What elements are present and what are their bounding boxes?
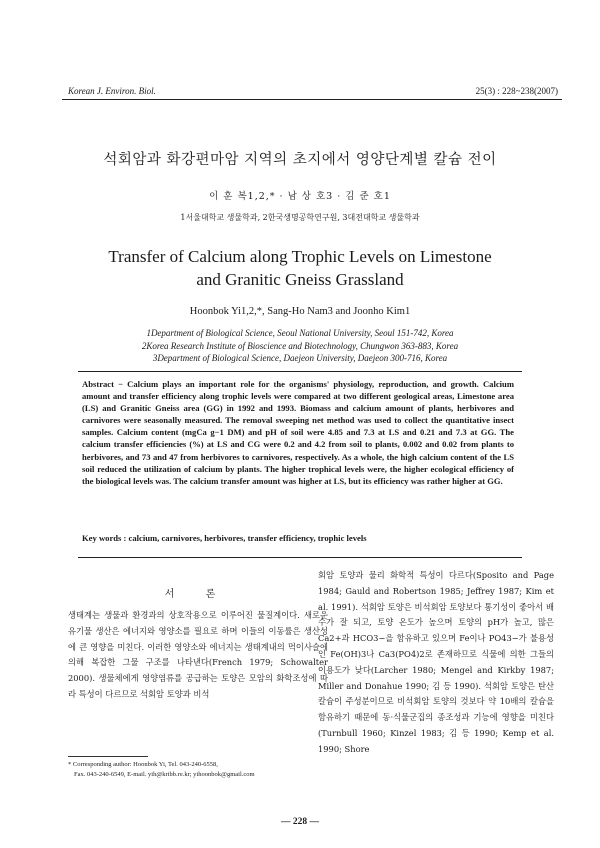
- body-left-column: 생태계는 생물과 환경과의 상호작용으로 이루어진 물질계이다. 새로운 유기물 생산은 에너지와 영양소를 필요로 하며 이들의 이동률은 생산성에 큰 영향을 미친다. 이러한 영양소와 에너지는 생태계내의 먹이사슬에 의해 복잡한 그물 구조를 나타낸다(French 1979; Schowalter 2000). 생물체에게 영양염류를 공급하는 토양은 모암의 화학조성에 따라 특성이 다르므로 석회암 토양과 비석: [68, 610, 328, 699]
- abstract-bottom-rule: [78, 557, 522, 558]
- abstract-top-rule: [78, 371, 522, 372]
- footnote-line-2: Fax. 043-240-6549, E-mail. yih@kribb.re.kr; yihoonbok@gmail.com: [74, 771, 255, 778]
- footnote-rule: [68, 756, 148, 757]
- korean-title: 석회암과 화강편마암 지역의 초지에서 영양단계별 칼슘 전이: [103, 152, 497, 168]
- abstract-text: Abstract − Calcium plays an important role for the organisms' physiology, reproduction, and growth. Calcium amount and transfer efficiency along trophic levels were compared at two different geological areas, Limestone area (LS) and Granitic Gneiss area (GG) in 1992 and 1993. Biomass and calcium amount of plants, herbivores and carnivores were seasonally measured. The removal sweeping net method was used to collect the quantitative insect samples. Calcium content (mgCa g−1 DM) and pH of soil were 4.85 and 7.3 at LS and 0.21 and 7.3 at GG. The calcium transfer efficiencies (%) at LS and CG were 0.2 and 4.2 from soil to plants, 0.002 and 0.02 from plants to herbivores, and 73 and 47 from herbivores to carnivores, respectively. As a whole, the high calcium content of the LS soil reduced the utilization of calcium by plants. The higher trophical levels were, the higher ecological efficiency of the biological levels was. The calcium transfer amount was higher at LS, but its efficiency was rather higher at GG.: [82, 379, 514, 486]
- corresponding-author-footnote: [68, 760, 338, 780]
- footnote-line-1: * Corresponding author: Hoonbok Yi, Tel. 043-240-6558,: [68, 761, 218, 768]
- english-affiliation-2: 2Korea Research Institute of Bioscience and Biotechnology, Chungwon 363-883, Korea: [141, 340, 459, 351]
- english-title: [0, 245, 600, 291]
- journal-name: Korean J. Environ. Biol.: [68, 86, 156, 96]
- korean-affiliations: 1서울대학교 생물학과, 2한국생명공학연구원, 3대전대학교 생물학과: [180, 213, 420, 222]
- page-number: — 228 —: [281, 817, 319, 827]
- english-affiliations: [0, 327, 600, 365]
- korean-authors: 이 훈 복1,2,* · 남 상 호3 · 김 준 호1: [209, 191, 391, 202]
- body-right-column: 회암 토양과 물리 화학적 특성이 다르다(Sposito and Page 1984; Gauld and Robertson 1985; Jeffrey 1987; Kim et al. 1991). 석회암 토양은 비석회암 토양보다 통기성이 좋아서 배수가 잘 되고, 토양 온도가 높으며 토양의 pH가 높고, 많은 Ca2+과 HCO3−을 함유하고 있으며 Fe이나 PO43−가 불용성인 Fe(OH)3나 Ca3(PO4)2로 존재하므로 식물에 의한 그들의 이용도가 낮다(Larcher 1980; Mengel and Kirkby 1987; Miller and Donahue 1990; 김 등 1990). 석회암 토양은 탄산칼슘이 주성분이므로 비석회암 토양의 것보다 약 10배의 칼슘을 함유하기 때문에 동·식물군집의 종조성과 기능에 영향을 미친다(Turnbull 1960; Kinzel 1983; 김 등 1990; Kemp et al. 1990; Shore: [318, 570, 554, 754]
- english-title-line2: and Granitic Gneiss Grassland: [196, 270, 404, 289]
- section-heading-introduction: 서 론: [164, 589, 230, 600]
- header-rule: [62, 99, 562, 100]
- english-affiliation-3: 3Department of Biological Science, Daejeon University, Daejeon 300-716, Korea: [152, 353, 448, 363]
- keywords: Key words : calcium, carnivores, herbivores, transfer efficiency, trophic levels: [82, 533, 367, 543]
- english-affiliation-1: 1Department of Biological Science, Seoul National University, Seoul 151-742, Korea: [146, 328, 454, 338]
- english-authors: Hoonbok Yi1,2,*, Sang-Ho Nam3 and Joonho Kim1: [189, 306, 411, 317]
- english-title-line1: Transfer of Calcium along Trophic Levels on Limestone: [108, 247, 492, 266]
- volume-info: 25(3) : 228~238(2007): [475, 86, 558, 96]
